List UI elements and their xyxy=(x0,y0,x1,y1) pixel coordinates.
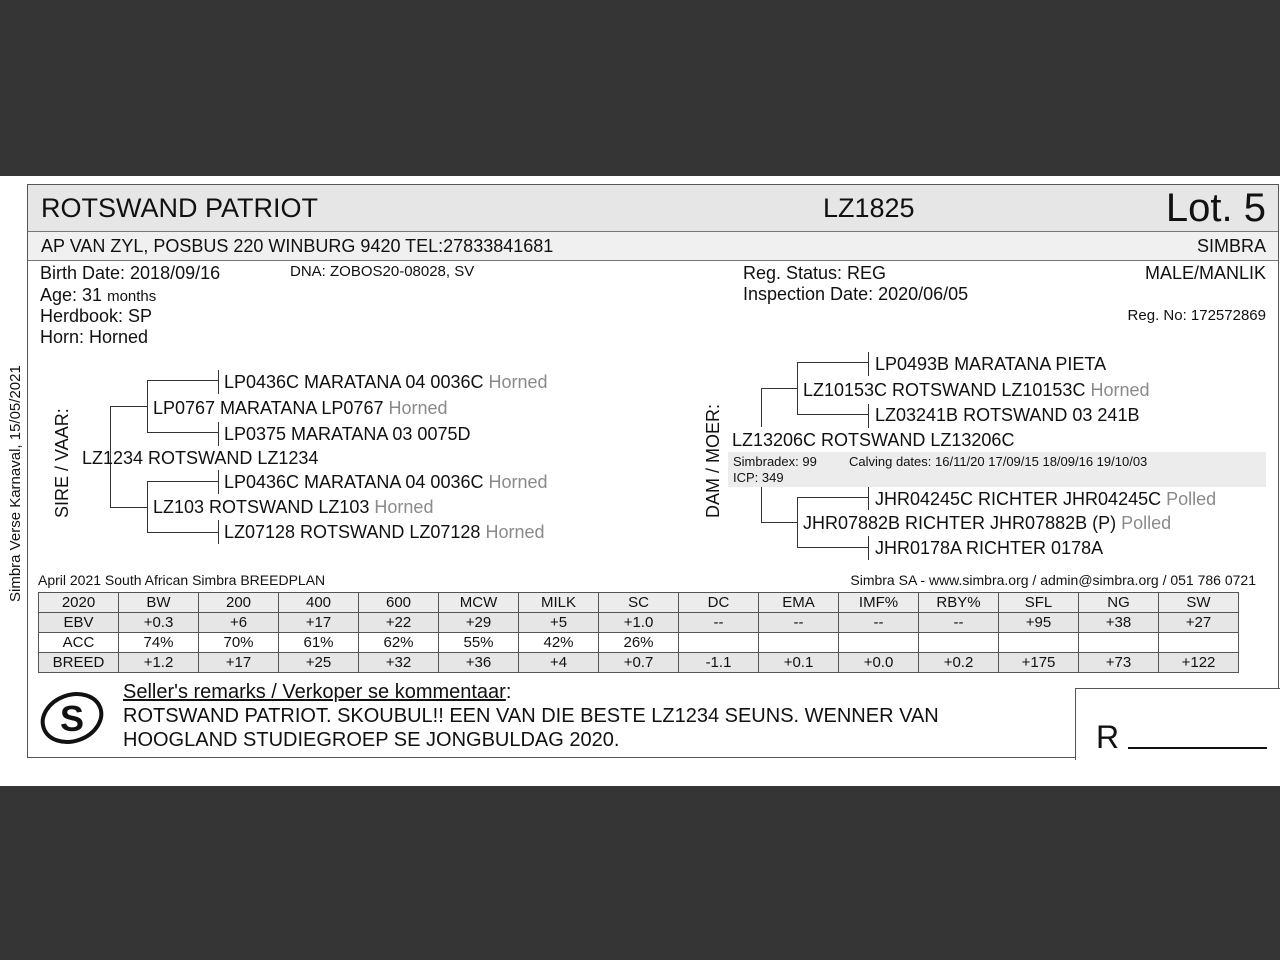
sire-dam: LZ103 ROTSWAND LZ103 Horned xyxy=(153,497,434,517)
breedplan-cell: 26% xyxy=(599,633,679,653)
breedplan-cell: +95 xyxy=(999,613,1079,633)
dam-dam: JHR07882B RICHTER JHR07882B (P) Polled xyxy=(803,513,1172,533)
birth-date: Birth Date: 2018/09/16 xyxy=(40,263,221,283)
breedplan-contact: Simbra SA - www.simbra.org / admin@simbra.org / 051 786 0721 xyxy=(850,572,1256,588)
breedplan-cell: BREED xyxy=(39,653,119,673)
breedplan-row xyxy=(39,633,1239,653)
price-line[interactable] xyxy=(1128,747,1267,749)
breedplan-cell: +32 xyxy=(359,653,439,673)
animal-name: ROTSWAND PATRIOT xyxy=(41,193,318,223)
breedplan-row xyxy=(39,653,1239,673)
breedplan-cell xyxy=(1159,633,1239,653)
reg-status: Reg. Status: REG xyxy=(743,263,887,283)
price-currency: R xyxy=(1096,719,1120,755)
breedplan-source: April 2021 South African Simbra BREEDPLAN xyxy=(38,572,326,588)
breedplan-cell: SC xyxy=(599,593,679,613)
breedplan-cell: DC xyxy=(679,593,759,613)
breedplan-cell: 74% xyxy=(119,633,199,653)
age: Age: 31 months xyxy=(40,285,157,305)
side-caption: Simbra Verse Karnaval, 15/05/2021 xyxy=(7,365,24,602)
breedplan-cell: 61% xyxy=(279,633,359,653)
breedplan-cell: BW xyxy=(119,593,199,613)
breedplan-cell: SW xyxy=(1159,593,1239,613)
breedplan-cell: -- xyxy=(919,613,999,633)
sire-sire-sire: LP0436C MARATANA 04 0036C Horned xyxy=(224,372,548,392)
dam-section-label: DAM / MOER: xyxy=(703,403,723,518)
sire-section-label: SIRE / VAAR: xyxy=(52,408,72,518)
dam-dam-sire: JHR04245C RICHTER JHR04245C Polled xyxy=(875,489,1217,509)
breed-name: SIMBRA xyxy=(1196,236,1266,256)
lot-number: Lot. 5 xyxy=(1165,186,1266,230)
breedplan-cell: 400 xyxy=(279,593,359,613)
breedplan-cell: +29 xyxy=(439,613,519,633)
breedplan-cell: 42% xyxy=(519,633,599,653)
breedplan-cell: MILK xyxy=(519,593,599,613)
breedplan-cell: RBY% xyxy=(919,593,999,613)
breedplan-cell: +25 xyxy=(279,653,359,673)
breedplan-cell: +36 xyxy=(439,653,519,673)
breedplan-cell: +1.0 xyxy=(599,613,679,633)
svg-text:S: S xyxy=(60,698,85,739)
herdbook: Herdbook: SP xyxy=(40,306,153,326)
breedplan-cell xyxy=(999,633,1079,653)
horn-status: Horn: Horned xyxy=(40,327,149,347)
sex: MALE/MANLIK xyxy=(1144,263,1266,283)
breedplan-row xyxy=(39,613,1239,633)
breedplan-cell: +73 xyxy=(1079,653,1159,673)
breedplan-cell: +1.2 xyxy=(119,653,199,673)
breedplan-cell: ACC xyxy=(39,633,119,653)
breedplan-cell: +17 xyxy=(279,613,359,633)
breedplan-cell: +5 xyxy=(519,613,599,633)
breedplan-cell: +0.3 xyxy=(119,613,199,633)
reg-number: Reg. No: 172572869 xyxy=(1127,307,1266,324)
sire-dam-sire: LP0436C MARATANA 04 0036C Horned xyxy=(224,472,548,492)
breedplan-cell: +0.0 xyxy=(839,653,919,673)
sire-name: LZ1234 ROTSWAND LZ1234 xyxy=(82,448,319,468)
remarks-line-2: HOOGLAND STUDIEGROEP SE JONGBULDAG 2020. xyxy=(123,729,620,751)
dam-dam-dam: JHR0178A RICHTER 0178A xyxy=(875,538,1104,558)
breedplan-cell: -- xyxy=(679,613,759,633)
title-bar xyxy=(28,185,1278,232)
owner-address: AP VAN ZYL, POSBUS 220 WINBURG 9420 TEL:27833841681 xyxy=(41,236,554,256)
remarks-title: Seller's remarks / Verkoper se kommentaar: xyxy=(123,681,512,703)
calving-dates: Calving dates: 16/11/20 17/09/15 18/09/16 19/10/03 xyxy=(849,454,1148,469)
breedplan-cell xyxy=(759,633,839,653)
breedplan-cell: MCW xyxy=(439,593,519,613)
breedplan-row xyxy=(39,593,1239,613)
breedplan-table xyxy=(38,592,1239,673)
breedplan-cell: EBV xyxy=(39,613,119,633)
breedplan-cell xyxy=(1079,633,1159,653)
breedplan-cell: 600 xyxy=(359,593,439,613)
sire-sire: LP0767 MARATANA LP0767 Horned xyxy=(153,398,448,418)
dna-info: DNA: ZOBOS20-08028, SV xyxy=(290,263,475,280)
dam-performance-box xyxy=(728,452,1266,487)
price-box xyxy=(1075,688,1280,760)
breedplan-cell: NG xyxy=(1079,593,1159,613)
breedplan-cell xyxy=(839,633,919,653)
simbradex: Simbradex: 99 xyxy=(733,454,817,469)
breedplan-cell: +175 xyxy=(999,653,1079,673)
dam-sire-sire: LP0493B MARATANA PIETA xyxy=(875,354,1107,374)
breedplan-cell: -1.1 xyxy=(679,653,759,673)
remarks-line-1: ROTSWAND PATRIOT. SKOUBUL!! EEN VAN DIE BESTE LZ1234 SEUNS. WENNER VAN xyxy=(123,705,939,727)
breedplan-cell: EMA xyxy=(759,593,839,613)
breedplan-cell: +27 xyxy=(1159,613,1239,633)
inspection-date: Inspection Date: 2020/06/05 xyxy=(743,284,969,304)
breedplan-cell: +4 xyxy=(519,653,599,673)
breedplan-cell: 55% xyxy=(439,633,519,653)
breedplan-cell: +122 xyxy=(1159,653,1239,673)
simbra-logo xyxy=(38,688,110,746)
breedplan-cell xyxy=(679,633,759,653)
breedplan-cell: +6 xyxy=(199,613,279,633)
breedplan-cell: -- xyxy=(839,613,919,633)
icp: ICP: 349 xyxy=(733,470,784,485)
breedplan-cell: IMF% xyxy=(839,593,919,613)
breedplan-cell: 70% xyxy=(199,633,279,653)
dam-name: LZ13206C ROTSWAND LZ13206C xyxy=(732,430,1015,450)
breedplan-cell: 2020 xyxy=(39,593,119,613)
breedplan-cell xyxy=(919,633,999,653)
sire-sire-dam: LP0375 MARATANA 03 0075D xyxy=(224,424,471,444)
catalogue-page xyxy=(0,176,1280,786)
breedplan-cell: SFL xyxy=(999,593,1079,613)
breedplan-cell: +0.7 xyxy=(599,653,679,673)
dam-sire: LZ10153C ROTSWAND LZ10153C Horned xyxy=(803,380,1150,400)
breedplan-cell: +0.1 xyxy=(759,653,839,673)
owner-bar xyxy=(28,232,1278,261)
sire-dam-dam: LZ07128 ROTSWAND LZ07128 Horned xyxy=(224,522,545,542)
breedplan-cell: +38 xyxy=(1079,613,1159,633)
breedplan-cell: +22 xyxy=(359,613,439,633)
breedplan-cell: 62% xyxy=(359,633,439,653)
dam-sire-dam: LZ03241B ROTSWAND 03 241B xyxy=(875,405,1140,425)
animal-id: LZ1825 xyxy=(823,193,915,223)
breedplan-cell: +0.2 xyxy=(919,653,999,673)
breedplan-cell: 200 xyxy=(199,593,279,613)
breedplan-cell: -- xyxy=(759,613,839,633)
breedplan-cell: +17 xyxy=(199,653,279,673)
